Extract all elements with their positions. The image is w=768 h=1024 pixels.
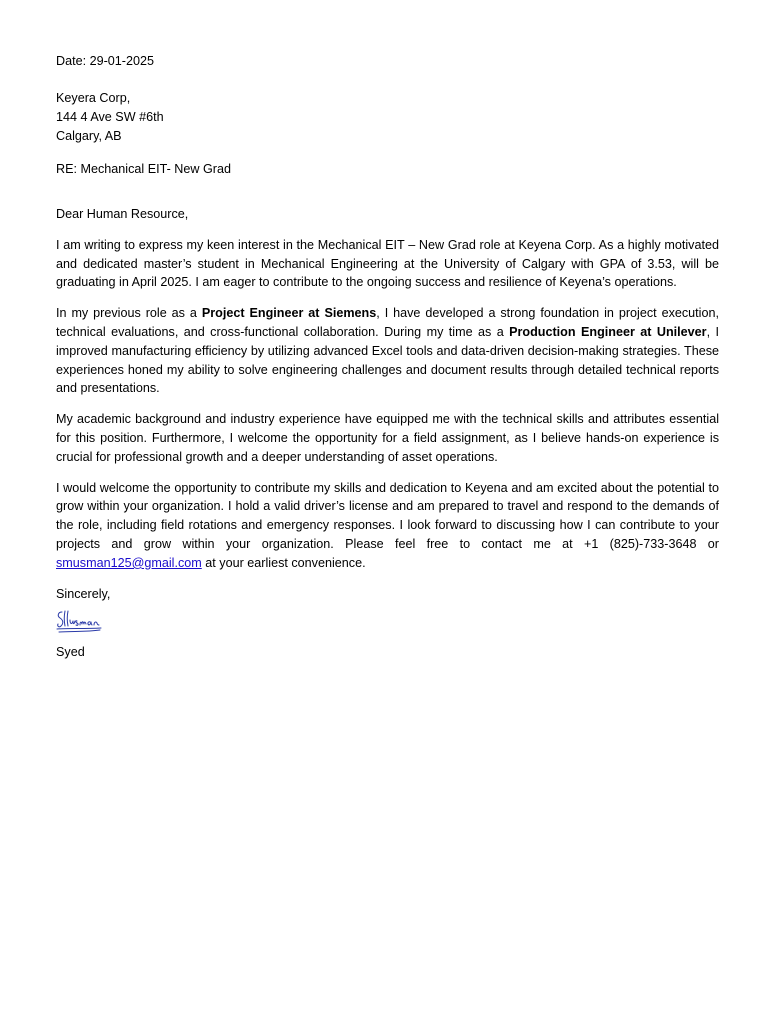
address-line-company: Keyera Corp, bbox=[56, 91, 131, 105]
p4-text-a: I would welcome the opportunity to contribute my skills and dedication to Keyena and am excited about the potential to grow within your organization. I hold a valid driver’s license and am prepared to travel and respond to the demands of the role, including field rotations and emergency responses. I look forward to discussing how I can contribute to your projects and grow within your organization. Please feel free to contact me at +1 (825)-733-3648 or bbox=[56, 480, 719, 551]
p2-bold-unilever: Production Engineer at Unilever bbox=[509, 324, 707, 339]
p2-text-a: In my previous role as a bbox=[56, 306, 202, 321]
paragraph-background: My academic background and industry experience have equipped me with the technical skills and attributes essential for this position. Furthermore, I welcome the opportunity for a field assignment, as I believe hands-on experience is crucial for professional growth and a deeper understanding of asset operations. bbox=[56, 412, 719, 464]
address-line-city: Calgary, AB bbox=[56, 129, 122, 143]
p2-text-c: , I have developed a strong foundation in project execution, technical evaluations, and cross-functional collaboration. During my time as a bbox=[56, 306, 719, 339]
email-link[interactable]: smusman125@gmail.com bbox=[56, 555, 202, 570]
subject-line: RE: Mechanical EIT- New Grad bbox=[56, 162, 231, 176]
letter-date: Date: 29-01-2025 bbox=[56, 54, 155, 68]
p2-text-d: , I improved manufacturing efficiency by utilizing advanced Excel tools and data-driven decision-making strategies. These experiences honed my ability to solve engineering challenges and document results through detailed technical reports and presentations. bbox=[56, 324, 720, 396]
paragraph-intro: I am writing to express my keen interest in the Mechanical EIT – New Grad role at Keyena Corp. As a highly motivated and dedicated master’s student in Mechanical Engineering at the University of Calgary with GPA of 3.53, will be graduating in April 2025. I am eager to contribute to the ongoing success and resilience of Keyena’s operations. bbox=[56, 237, 719, 290]
signer-name: Syed bbox=[56, 645, 85, 660]
signature-icon bbox=[56, 607, 102, 635]
letter-body bbox=[56, 205, 719, 662]
address-line-street: 144 4 Ave SW #6th bbox=[56, 110, 164, 124]
paragraph-experience bbox=[56, 304, 719, 398]
paragraph-closing bbox=[56, 479, 719, 573]
recipient-address bbox=[56, 89, 164, 146]
p4-text-b: at your earliest convenience. bbox=[201, 555, 366, 570]
greeting: Dear Human Resource, bbox=[56, 207, 189, 221]
p2-bold-siemens: Project Engineer at Siemens bbox=[201, 306, 377, 321]
sign-off: Sincerely, bbox=[56, 586, 111, 601]
